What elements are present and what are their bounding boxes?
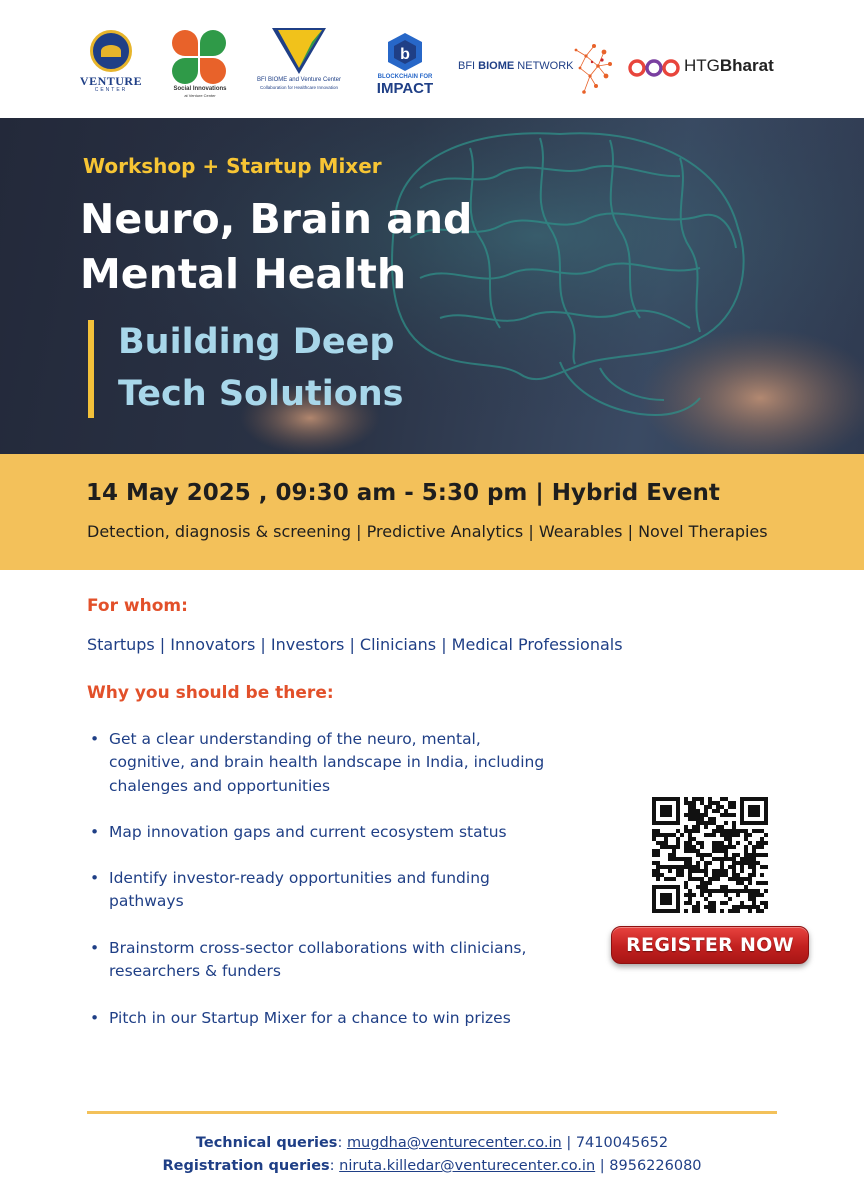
why-attend-heading: Why you should be there: <box>87 683 334 703</box>
social-innovations-logo <box>168 28 232 98</box>
htg-rings-icon <box>628 56 680 80</box>
social-innovations-logo-subtext: at Venture Center <box>184 93 216 98</box>
tagline-accent-bar <box>88 320 94 418</box>
blockchain-hexagon-icon <box>386 32 424 72</box>
event-date-time: 14 May 2025 , 09:30 am - 5:30 pm | Hybrid Event <box>86 480 720 506</box>
venture-center-logo <box>78 30 144 94</box>
list-item: • Brainstorm cross-sector collaborations with clinicians, researchers & funders <box>88 937 558 1007</box>
for-whom-heading: For whom: <box>87 596 188 616</box>
htg-bharat-logo-text: HTGBharat <box>684 56 774 75</box>
event-details-band <box>0 454 864 570</box>
blockchain-for-impact-logo <box>368 32 442 96</box>
footer-divider <box>87 1111 777 1114</box>
bfi-biome-network-logo <box>458 40 614 100</box>
bfi-biome-logo-subtext: Collaboration for Healthcare Innovation <box>259 85 339 90</box>
page-title-line-2: Mental Health <box>80 250 407 298</box>
benefits-list <box>88 728 558 1031</box>
venture-center-logo-subtext: CENTER <box>94 87 128 93</box>
page-title-line-1: Neuro, Brain and <box>80 195 473 243</box>
event-type: Workshop + Startup Mixer <box>83 154 382 178</box>
htg-bharat-logo <box>628 54 788 84</box>
blockchain-logo-impact: IMPACT <box>376 80 434 97</box>
technical-email-link[interactable]: mugdha@venturecenter.co.in <box>346 1135 562 1151</box>
venture-center-emblem <box>90 30 132 72</box>
list-item: • Get a clear understanding of the neuro, mental, cognitive, and brain health landscape in India, including chalenges and opportunities <box>88 728 558 821</box>
network-burst-icon <box>540 40 614 96</box>
blockchain-logo-text: BLOCKCHAIN FOR <box>377 74 433 80</box>
registration-phone: 8956226080 <box>609 1158 702 1174</box>
tagline <box>118 316 518 420</box>
technical-queries-contact: Technical queries: mugdha@venturecenter.co.in | 7410045652 <box>195 1135 669 1151</box>
event-topics: Detection, diagnosis & screening | Predictive Analytics | Wearables | Novel Therapies <box>87 522 768 541</box>
bfi-biome-logo <box>248 28 350 94</box>
register-now-button[interactable] <box>611 926 809 964</box>
bfi-biome-emblem <box>272 28 326 74</box>
tagline-line-2: Tech Solutions <box>118 374 404 414</box>
registration-queries-contact: Registration queries: niruta.killedar@venturecenter.co.in | 8956226080 <box>162 1158 702 1174</box>
tagline-line-1: Building Deep <box>118 322 395 362</box>
registration-queries-label: Registration queries <box>162 1158 330 1174</box>
partner-logos <box>0 0 864 118</box>
list-item: • Map innovation gaps and current ecosystem status <box>88 821 558 867</box>
bfi-biome-logo-text: BFI BIOME and Venture Center <box>256 77 342 83</box>
registration-qr-code[interactable] <box>652 797 768 913</box>
svg-text:b: b <box>400 46 410 63</box>
list-item: • Pitch in our Startup Mixer for a chance to win prizes <box>88 1007 558 1031</box>
page-title <box>80 192 640 302</box>
social-innovations-logo-text: Social Innovations <box>173 86 227 92</box>
registration-email-link[interactable]: niruta.killedar@venturecenter.co.in <box>339 1158 596 1174</box>
hero-banner <box>0 118 864 454</box>
venture-center-logo-text: VENTURE <box>79 74 143 88</box>
audience-list: Startups | Innovators | Investors | Clinicians | Medical Professionals <box>87 635 623 654</box>
list-item: • Identify investor-ready opportunities and funding pathways <box>88 867 558 937</box>
technical-phone: 7410045652 <box>575 1135 669 1151</box>
register-now-label: REGISTER NOW <box>626 934 794 956</box>
technical-queries-label: Technical queries <box>195 1135 338 1151</box>
biome-network-logo-text: BFI BIOME NETWORK <box>458 60 574 72</box>
